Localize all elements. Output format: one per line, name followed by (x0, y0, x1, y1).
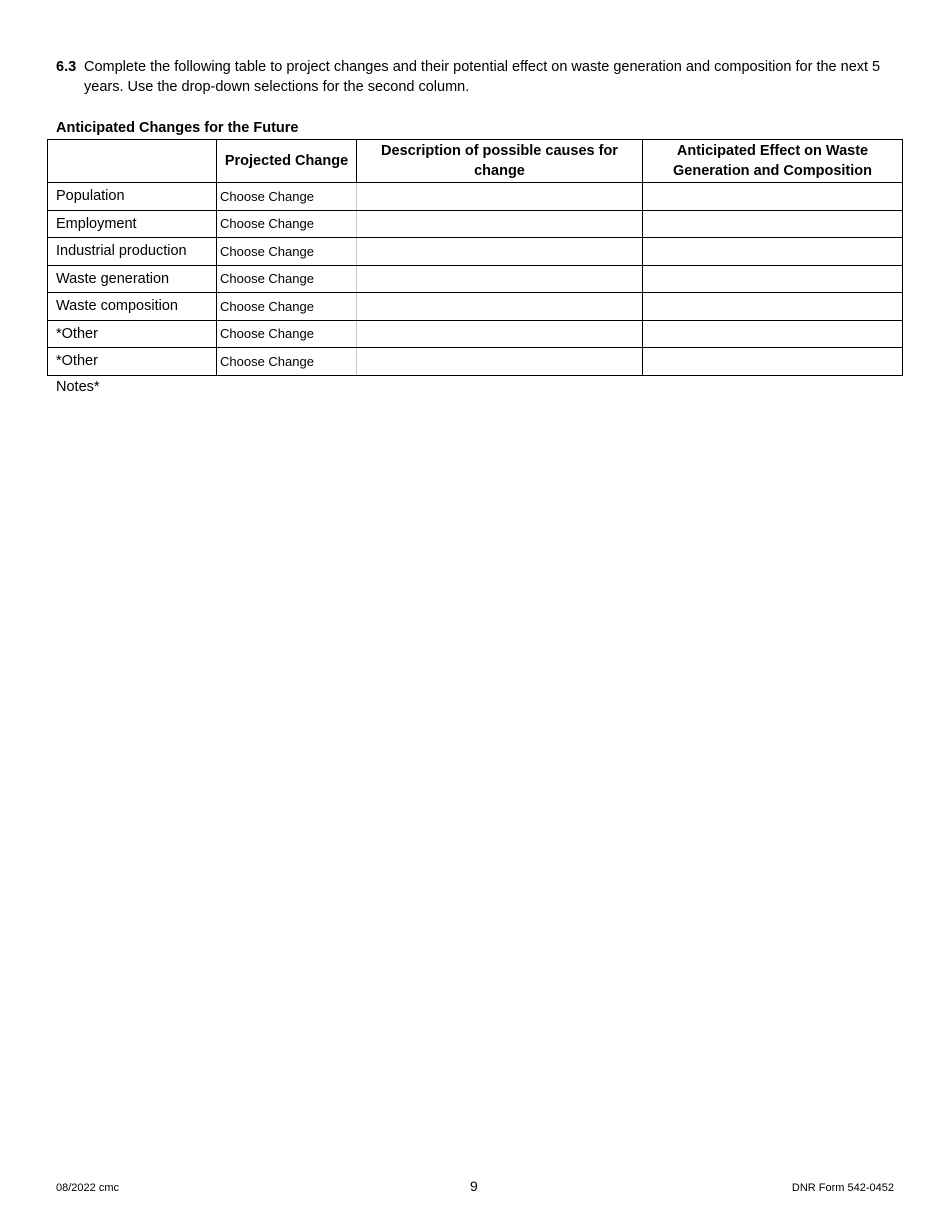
factor-label: Employment (48, 210, 217, 238)
table-row (48, 293, 903, 321)
description-field[interactable] (357, 320, 643, 348)
factor-label: *Other (48, 348, 217, 376)
effect-field[interactable] (643, 210, 903, 238)
effect-field[interactable] (643, 348, 903, 376)
question-6-3 (56, 57, 896, 97)
description-field[interactable] (357, 238, 643, 266)
table-title: Anticipated Changes for the Future (56, 120, 299, 136)
question-number: 6.3 (56, 59, 77, 75)
description-field[interactable] (357, 210, 643, 238)
footer-form-id: DNR Form 542-0452 (791, 1182, 894, 1194)
factor-label: Industrial production (48, 238, 217, 266)
question-text: Complete the following table to project changes and their potential effect on waste generation and composition for the next 5 years. Use the drop-down selections for the second column. (84, 59, 881, 95)
effect-field[interactable] (643, 183, 903, 211)
projected-change-dropdown[interactable]: Choose Change (217, 265, 357, 293)
description-field[interactable] (357, 183, 643, 211)
projected-change-dropdown[interactable]: Choose Change (217, 183, 357, 211)
effect-field[interactable] (643, 320, 903, 348)
notes-label: Notes* (56, 379, 100, 395)
header-factor (48, 140, 217, 183)
page-number: 9 (470, 1178, 478, 1194)
table-row (48, 265, 903, 293)
factor-label: Population (48, 183, 217, 211)
table-row (48, 183, 903, 211)
header-anticipated-effect: Anticipated Effect on Waste Generation and Composition (643, 140, 903, 183)
footer-date: 08/2022 cmc (56, 1182, 119, 1194)
factor-label: Waste composition (48, 293, 217, 321)
projected-change-dropdown[interactable]: Choose Change (217, 348, 357, 376)
effect-field[interactable] (643, 293, 903, 321)
table-row (48, 348, 903, 376)
table-row (48, 320, 903, 348)
projected-change-dropdown[interactable]: Choose Change (217, 238, 357, 266)
effect-field[interactable] (643, 265, 903, 293)
header-projected-change: Projected Change (217, 140, 357, 183)
table-header-row (48, 140, 903, 183)
factor-label: Waste generation (48, 265, 217, 293)
projected-change-dropdown[interactable]: Choose Change (217, 320, 357, 348)
description-field[interactable] (357, 293, 643, 321)
projected-change-dropdown[interactable]: Choose Change (217, 210, 357, 238)
header-description: Description of possible causes for change (357, 140, 643, 183)
factor-label: *Other (48, 320, 217, 348)
effect-field[interactable] (643, 238, 903, 266)
table-row (48, 238, 903, 266)
anticipated-changes-table (47, 139, 903, 376)
description-field[interactable] (357, 265, 643, 293)
description-field[interactable] (357, 348, 643, 376)
table-row (48, 210, 903, 238)
projected-change-dropdown[interactable]: Choose Change (217, 293, 357, 321)
